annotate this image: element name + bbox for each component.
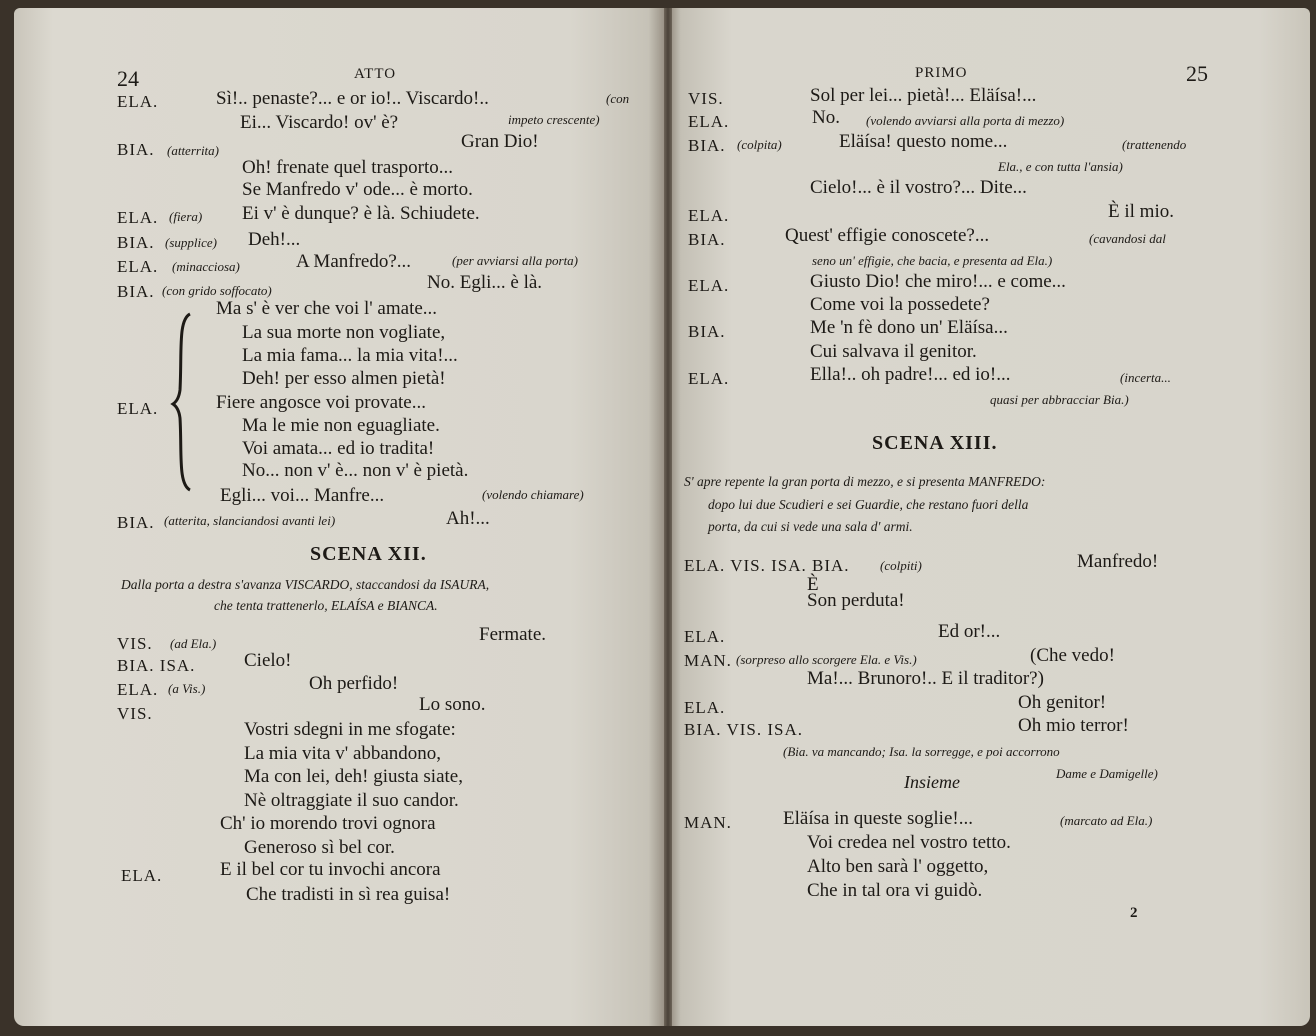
verse-line: Ella!.. oh padre!... ed io!... [810, 364, 1011, 385]
verse-line: Eläísa! questo nome... [839, 131, 1008, 152]
book-spine [664, 8, 672, 1026]
stage-direction: (con grido soffocato) [162, 283, 272, 298]
stage-direction: (volendo avviarsi alla porta di mezzo) [866, 113, 1065, 128]
speaker: ELA. [688, 112, 730, 131]
speaker: BIA. VIS. ISA. [684, 720, 804, 739]
verse-line: Giusto Dio! che miro!... e come... [810, 271, 1066, 292]
stage-direction: impeto crescente) [508, 112, 600, 127]
speaker: MAN. [684, 813, 732, 832]
verse-line: Ed or!... [938, 621, 1001, 642]
stage-direction: (ad Ela.) [170, 636, 217, 651]
verse-line: Ah!... [446, 508, 490, 529]
verse-line: Generoso sì bel cor. [244, 837, 395, 858]
verse-line: Ma!... Brunoro!.. E il traditor?) [807, 668, 1044, 689]
verse-line: Egli... voi... Manfre... [220, 485, 385, 506]
speaker: MAN. [684, 651, 732, 670]
speaker: BIA. [117, 513, 155, 532]
verse-line: Oh mio terror! [1018, 715, 1129, 736]
speaker: ELA. VIS. ISA. BIA. [684, 556, 850, 575]
verse-line: Voi credea nel vostro tetto. [807, 832, 1011, 853]
verse-line: Vostri sdegni in me sfogate: [244, 719, 456, 740]
speaker: BIA. [117, 282, 155, 301]
stage-direction: (minacciosa) [172, 259, 240, 274]
verse-line: No... non v' è... non v' è pietà. [242, 460, 469, 481]
verse-line: A Manfredo?... [296, 251, 412, 272]
scene-description: dopo lui due Scudieri e sei Guardie, che restano fuori della [708, 497, 1029, 512]
speaker: BIA. [117, 140, 155, 159]
verse-line: Come voi la possedete? [810, 294, 990, 315]
verse-line: Sì!.. penaste?... e or io!.. Viscardo!.. [216, 88, 489, 109]
verse-line: Fiere angosce voi provate... [216, 392, 426, 413]
speaker: BIA. [117, 233, 155, 252]
speaker: BIA. [688, 322, 726, 341]
verse-line: Che tradisti in sì rea guisa! [246, 884, 451, 905]
speaker: BIA. [688, 136, 726, 155]
speaker: VIS. [117, 634, 153, 653]
verse-line: Gran Dio! [461, 131, 539, 152]
verse-line: La mia vita v' abbandono, [244, 743, 442, 764]
verse-line: Lo sono. [419, 694, 486, 715]
verse-line: Me 'n fè dono un' Eläísa... [810, 317, 1008, 338]
verse-line: Oh perfido! [309, 673, 399, 694]
scene-description: Dalla porta a destra s'avanza VISCARDO, staccandosi da ISAURA, [121, 577, 490, 592]
verse-line: Voi amata... ed io tradita! [242, 438, 435, 459]
verse-line: Oh genitor! [1018, 692, 1107, 713]
verse-line: Ch' io morendo trovi ognora [220, 813, 436, 834]
verse-line: Alto ben sarà l' oggetto, [807, 856, 989, 877]
verse-line: Manfredo! [1077, 551, 1159, 572]
verse-line: Eläísa in queste soglie!... [783, 808, 973, 829]
verse-line: Oh! frenate quel trasporto... [242, 157, 454, 178]
speaker: ELA. [684, 627, 726, 646]
verse-line: Ma s' è ver che voi l' amate... [216, 298, 438, 319]
stage-direction: (atterita, slanciandosi avanti lei) [164, 513, 336, 528]
speaker: BIA. [688, 230, 726, 249]
running-head: ATTO [354, 66, 397, 82]
page-number: 25 [1186, 61, 1208, 86]
stage-direction: quasi per abbracciar Bia.) [990, 392, 1129, 407]
verse-line: Ma con lei, deh! giusta siate, [244, 766, 463, 787]
scene-description: S' apre repente la gran porta di mezzo, e si presenta MANFREDO: [684, 474, 1046, 489]
verse-line: Deh! per esso almen pietà! [242, 368, 446, 389]
verse-line: Ma le mie non eguagliate. [242, 415, 440, 436]
speaker: ELA. [117, 257, 159, 276]
stage-direction: (marcato ad Ela.) [1060, 813, 1153, 828]
verse-line: Son perduta! [807, 590, 905, 611]
running-head: PRIMO [915, 65, 968, 81]
stage-direction: (colpiti) [880, 558, 922, 573]
right-page [668, 8, 1310, 1026]
verse-line: No. Egli... è là. [427, 272, 543, 293]
verse-line: (Che vedo! [1030, 645, 1115, 666]
speaker: ELA. [117, 399, 159, 418]
verse-line: Fermate. [479, 624, 547, 645]
stage-direction: (trattenendo [1122, 137, 1187, 152]
stage-direction: (cavandosi dal [1089, 231, 1166, 246]
stage-direction: (sorpreso allo scorgere Ela. e Vis.) [736, 652, 917, 667]
speaker: VIS. [688, 89, 724, 108]
stage-direction: (per avviarsi alla porta) [452, 253, 579, 268]
speaker: BIA. ISA. [117, 656, 196, 675]
verse-line: Nè oltraggiate il suo candor. [244, 790, 459, 811]
verse-line: Se Manfredo v' ode... è morto. [242, 179, 473, 200]
verse-line: Che in tal ora vi guidò. [807, 880, 983, 901]
stage-direction: (atterrita) [167, 143, 219, 158]
verse-line: Sol per lei... pietà!... Eläísa!... [810, 85, 1037, 106]
stage-direction: (supplice) [165, 235, 217, 250]
speaker: VIS. [117, 704, 153, 723]
insieme-label: Insieme [904, 772, 960, 792]
page-number: 24 [117, 66, 139, 91]
speaker: ELA. [688, 206, 730, 225]
speaker: ELA. [121, 866, 163, 885]
speaker: ELA. [117, 92, 159, 111]
stage-direction: Ela., e con tutta l'ansia) [998, 159, 1123, 174]
curly-brace [170, 312, 194, 492]
verse-line: Ei v' è dunque? è là. Schiudete. [242, 203, 480, 224]
stage-direction: (con [606, 91, 630, 106]
stage-direction: seno un' effigie, che bacia, e presenta ad Ela.) [812, 253, 1053, 268]
verse-line: Cielo!... è il vostro?... Dite... [810, 177, 1027, 198]
scene-title: SCENA XII. [310, 543, 427, 565]
verse-line: La sua morte non vogliate, [242, 322, 446, 343]
verse-line: È il mio. [1108, 201, 1174, 222]
scene-description: porta, da cui si vede una sala d' armi. [708, 519, 913, 534]
stage-direction: (fiera) [169, 209, 203, 224]
verse-line: È [807, 574, 819, 595]
verse-line: Quest' effigie conoscete?... [785, 225, 990, 246]
verse-line: Ei... Viscardo! ov' è? [240, 112, 399, 133]
stage-direction: (colpita) [737, 137, 782, 152]
verse-line: La mia fama... la mia vita!... [242, 345, 458, 366]
stage-direction: (volendo chiamare) [482, 487, 584, 502]
verse-line: No. [812, 107, 840, 128]
stage-direction: (a Vis.) [168, 681, 206, 696]
speaker: ELA. [688, 369, 730, 388]
scene-title: SCENA XIII. [872, 432, 998, 454]
verse-line: Cielo! [244, 650, 292, 671]
stage-direction: (Bia. va mancando; Isa. la sorregge, e poi accorrono [783, 744, 1060, 759]
verse-line: Cui salvava il genitor. [810, 341, 977, 362]
signature-mark: 2 [1130, 905, 1138, 921]
speaker: ELA. [684, 698, 726, 717]
speaker: ELA. [688, 276, 730, 295]
speaker: ELA. [117, 208, 159, 227]
scene-description: che tenta trattenerlo, ELAÍSA e BIANCA. [214, 598, 438, 613]
stage-direction: Dame e Damigelle) [1056, 766, 1158, 781]
stage-direction: (incerta... [1120, 370, 1171, 385]
verse-line: Deh!... [248, 229, 301, 250]
verse-line: E il bel cor tu invochi ancora [220, 859, 441, 880]
speaker: ELA. [117, 680, 159, 699]
